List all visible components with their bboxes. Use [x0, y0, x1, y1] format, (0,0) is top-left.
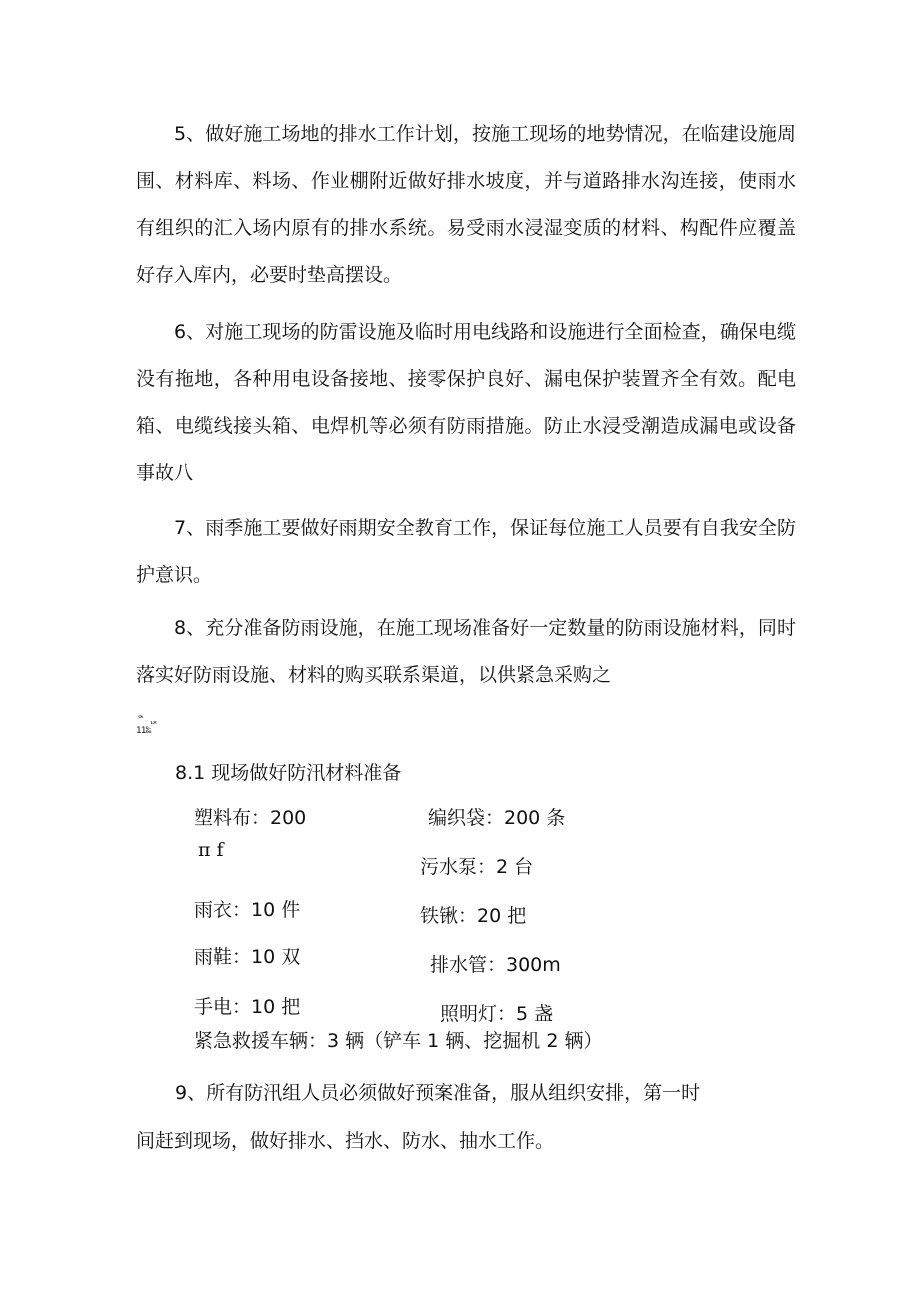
item-shovels: 铁锹：20 把 [420, 905, 527, 927]
item-woven-bags: 编织袋：200 条 [428, 807, 566, 829]
paragraph-9-line-2: 间赶到现场，做好排水、挡水、防水、抽水工作。 [136, 1130, 555, 1152]
garbled-mark: ᅔ ᆬ 11‰ [136, 716, 158, 736]
item-sewage-pump: 污水泵：2 台 [420, 856, 534, 878]
item-plastic-cloth-unit: π f [198, 839, 224, 861]
item-drain-pipe: 排水管：300m [430, 954, 561, 976]
item-vehicles: 紧急救援车辆：3 辆（铲车 1 辆、挖掘机 2 辆） [194, 1030, 603, 1052]
item-rain-boots: 雨鞋：10 双 [194, 946, 301, 968]
paragraph-5: 5、做好施工场地的排水工作计划，按施工现场的地势情况，在临建设施周围、材料库、料场、作业棚附近做好排水坡度，并与道路排水沟连接，使雨水有组织的汇入场内原有的排水系统。易受雨水浸湿变质的材料、构配件应覆盖好存入库内，必要时垫高摆设。 [136, 123, 796, 286]
paragraph-6: 6、对施工现场的防雷设施及临时用电线路和设施进行全面检查，确保电缆没有拖地，各种用电设备接地、接零保护良好、漏电保护装置齐全有效。配电箱、电缆线接头箱、电焊机等必须有防雨措施。防止水浸受潮造成漏电或设备事故八 [136, 321, 796, 484]
item-flashlights: 手电：10 把 [194, 996, 301, 1018]
item-plastic-cloth: 塑料布：200 [194, 807, 307, 829]
paragraph-8: 8、充分准备防雨设施，在施工现场准备好一定数量的防雨设施材料，同时落实好防雨设施、材料的购买联系渠道，以供紧急采购之 [136, 617, 796, 686]
paragraph-7: 7、雨季施工要做好雨期安全教育工作，保证每位施工人员要有自我安全防护意识。 [136, 517, 796, 586]
item-raincoats: 雨衣：10 件 [194, 899, 301, 921]
paragraph-9-line-1: 9、所有防汛组人员必须做好预案准备，服从组织安排，第一时 [175, 1082, 701, 1104]
item-lights: 照明灯：5 盏 [440, 1003, 554, 1025]
section-heading: 8.1 现场做好防汛材料准备 [175, 762, 402, 784]
